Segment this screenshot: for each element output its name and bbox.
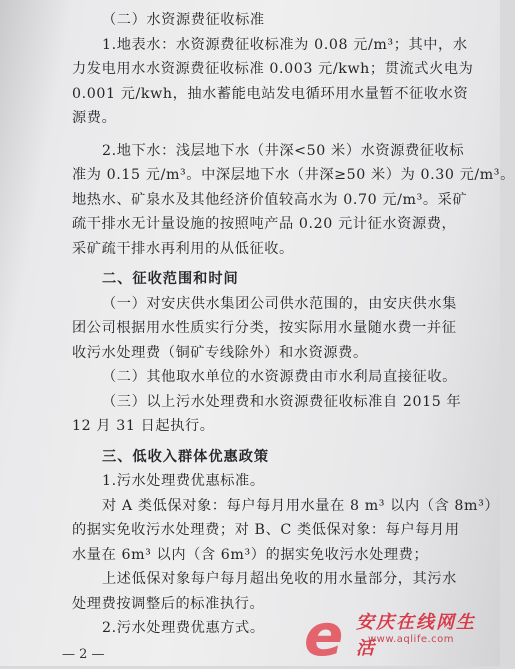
section-heading-water-fee-standard: （二）水资源费征收标准 — [102, 12, 265, 28]
document-body — [72, 8, 515, 641]
section-heading-scope-and-time: 二、征收范围和时间 — [102, 271, 239, 287]
paragraph-line: 水量在 6m³ 以内（含 6m³）的据实免收污水处理费； — [72, 546, 429, 563]
paragraph-line: 处理费按调整后的标准执行。 — [72, 595, 265, 612]
paragraph-line: 地热水、矿泉水及其他经济价值较高水为 0.70 元/m³。采矿 — [72, 191, 468, 208]
subsection-heading: 1.污水处理费优惠标准。 — [102, 473, 265, 489]
paragraph-line: 采矿疏干排水再利用的从低征收。 — [72, 240, 294, 257]
watermark-logo-icon: e — [304, 601, 344, 669]
paragraph-line: 12 月 31 日起执行。 — [72, 418, 215, 434]
paragraph-line: （一）对安庆供水集团公司供水范围的，由安庆供水集 — [102, 295, 457, 312]
paragraph-line: 源费。 — [72, 110, 117, 126]
paragraph-line: 2.地下水：浅层地下水（井深<50 米）水资源费征收标 — [102, 142, 465, 159]
subsection-heading: 2.污水处理费优惠方式。 — [102, 620, 265, 636]
section-heading-low-income-policy: 三、低收入群体优惠政策 — [102, 448, 270, 465]
paragraph-line: 1.地表水：水资源费征收标准为 0.08 元/m³；其中，水 — [102, 36, 468, 53]
paragraph-line: 力发电用水水资源费征收标准 0.003 元/kwh；贯流式火电为 — [72, 61, 474, 77]
watermark-brand-name: 安庆在线网生活 — [356, 612, 476, 659]
watermark-url: www.aqlife.com — [368, 634, 455, 645]
paragraph-line: 疏干排水无计量设施的按照吨产品 0.20 元计征水资源费， — [72, 216, 457, 232]
paragraph-line: 收污水处理费（铜矿专线除外）和水资源费。 — [72, 344, 368, 361]
paragraph-line: （二）其他取水单位的水资源费由市水利局直接征收。 — [102, 369, 457, 385]
paragraph-line: 上述低保对象每户每月超出免收的用水量部分，其污水 — [102, 571, 457, 587]
paragraph-line: （三）以上污水处理费和水资源费征收标准自 2015 年 — [102, 393, 462, 410]
paragraph-line: 团公司根据用水性质实行分类，按实际用水量随水费一并征 — [72, 320, 457, 336]
paragraph-line: 0.001 元/kwh，抽水蓄能电站发电循环用水量暂不征收水资 — [72, 85, 469, 102]
paragraph-line: 准为 0.15 元/m³。中深层地下水（井深≥50 米）为 0.30 元/m³。 — [72, 167, 515, 183]
page-number: — 2 — — [62, 647, 105, 662]
paragraph-line: 的据实免收污水处理费；对 B、C 类低保对象：每户每月用 — [72, 522, 460, 538]
paragraph-line: 对 A 类低保对象：每户每月用水量在 8 m³ 以内（含 8m³） — [102, 497, 500, 514]
site-watermark — [304, 601, 494, 669]
